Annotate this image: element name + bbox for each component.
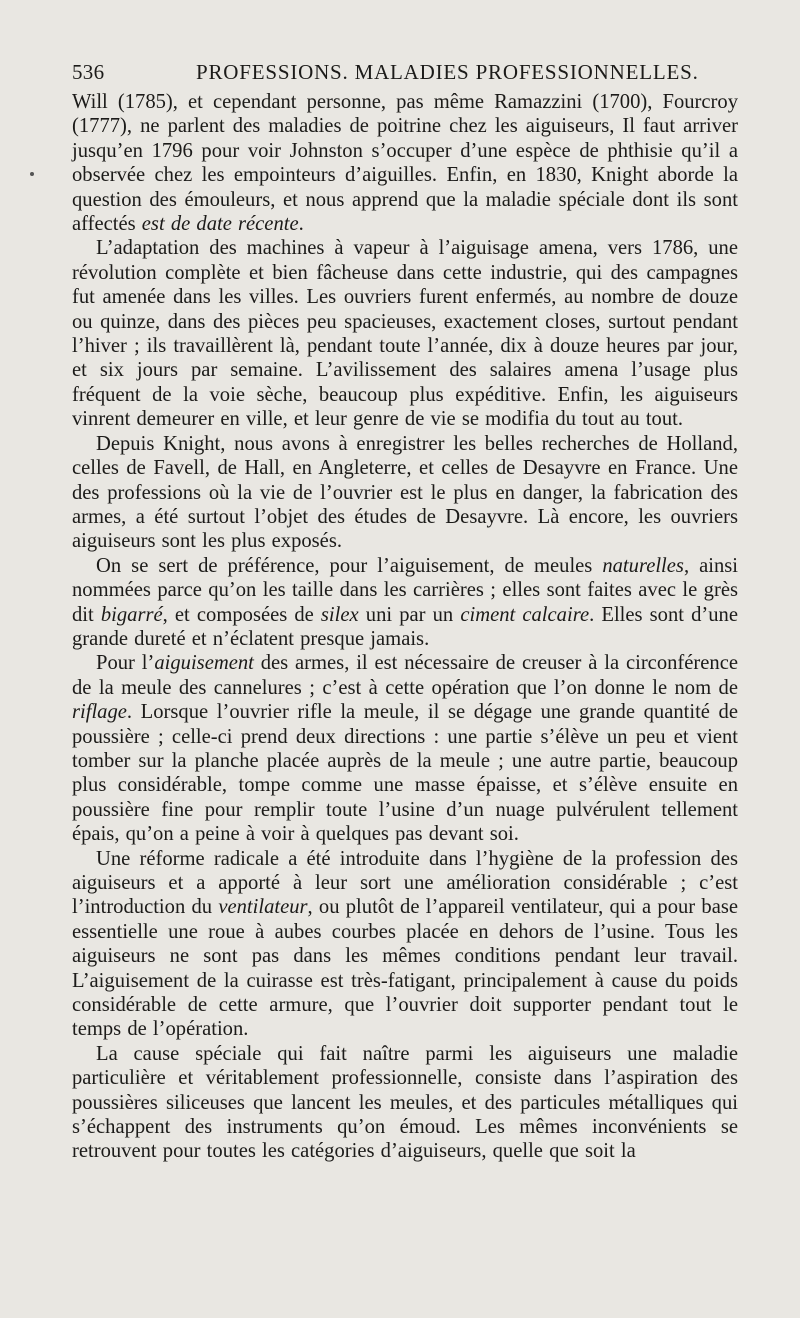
running-title: PROFESSIONS. MALADIES PROFESSIONNELLES.	[196, 60, 699, 84]
text-run: , et composées de	[162, 603, 321, 626]
paragraph	[72, 1042, 738, 1164]
text-run: Will (1785), et cependant personne, pas même Ramazzini (1700), Fourcroy (1777), ne parlent des maladies de poitrine chez les aiguiseurs, Il faut arriver jusqu’en 1796 pour voir Johnston s’occuper d’une espèce de phthisie qu’il a observée chez les empointeurs d’aiguilles. Enfin, en 1830, Knight aborde la question des émouleurs, et nous apprend que la maladie spéciale dont ils sont affectés	[72, 91, 738, 236]
page-header	[72, 58, 738, 90]
italic-text: aiguisement	[154, 652, 254, 675]
text-run: uni par un	[358, 603, 461, 626]
text-run: , ainsi nommées parce qu’on les taille dans les carrières ; elles sont faites avec le grès dit	[72, 554, 738, 626]
text-run: des armes, il est nécessaire de creuser à la circonférence de la meule des cannelures ; c’est à cette opération que l’on donne le nom de	[72, 652, 738, 699]
text-run: La cause spéciale qui fait naître parmi les aiguiseurs une maladie particulière et véritablement professionnelle, consiste dans l’aspiration des poussières siliceuses que lancent les meules, et des particules métalliques qui s’échappent des instruments qu’on émoud. Les mêmes inconvénients se retrouvent pour toutes les catégories d’aiguiseurs, quelle que soit la	[72, 1042, 738, 1163]
paragraph	[72, 432, 738, 554]
text-run: . Lorsque l’ouvrier rifle la meule, il se dégage une grande quantité de poussière ; celle-ci prend deux directions : une partie s’élève un peu et vient tomber sur la planche placée auprès de la meule ; une autre partie, beaucoup plus considérable, tompe comme une masse épaisse, et s’élève ensuite en poussière fine pour remplir toute l’usine d’un nuage pulvérulent tellement épais, qu’on a peine à voir à quelques pas devant soi.	[72, 701, 738, 846]
italic-text: naturelles	[602, 554, 684, 577]
text-run: , ou plutôt de l’appareil ventilateur, qui a pour base essentielle une roue à aubes courbes placée en dehors de l’usine. Tous les aiguiseurs ne sont pas dans les mêmes conditions pendant leur travail. L’aiguisement de la cuirasse est très-fatigant, principalement à cause du poids considérable de cette armure, que l’ouvrier doit supporter pendant tout le temps de l’opération.	[72, 896, 738, 1041]
italic-text: ventilateur	[218, 896, 308, 919]
italic-text: bigarré	[100, 603, 163, 626]
text-run: Depuis Knight, nous avons à enregistrer les belles recherches de Holland, celles de Favell, de Hall, en Angleterre, et celles de Desayvre en France. Une des professions où la vie de l’ouvrier est le plus en danger, la fabrication des armes, a été surtout l’objet des études de Desayvre. Là encore, les ouvriers aiguiseurs sont les plus exposés.	[72, 432, 738, 553]
text-run: Une réforme radicale a été introduite dans l’hygiène de la profession des aiguiseurs et a apporté à leur sort une amélioration considérable ; c’est l’introduction du	[72, 847, 738, 919]
paragraph	[72, 236, 738, 431]
italic-text: ciment calcaire	[460, 603, 590, 626]
text-run: L’adaptation des machines à vapeur à l’aiguisage amena, vers 1786, une révolution complète et bien fâcheuse dans cette industrie, qui des campagnes fut amenée dans les villes. Les ouvriers furent enfermés, au nombre de douze ou quinze, dans des pièces peu spacieuses, exactement closes, surtout pendant l’hiver ; ils travaillèrent là, pendant toute l’année, dix à douze heures par jour, et six jours par semaine. L’avilissement des salaires amena l’usage plus fréquent de la voie sèche, beaucoup plus expéditive. Enfin, les aiguiseurs vinrent demeurer en ville, et leur genre de vie se modifia du tout au tout.	[72, 237, 738, 431]
paragraph	[72, 90, 738, 236]
margin-mark	[30, 172, 34, 176]
text-run: On se sert de préférence, pour l’aiguisement, de meules	[96, 554, 603, 577]
text-run: .	[298, 213, 304, 236]
paragraph	[72, 847, 738, 1042]
italic-text: est de date récente	[141, 213, 299, 236]
paragraph	[72, 554, 738, 652]
page-number: 536	[72, 60, 105, 84]
italic-text: riflage	[72, 701, 127, 724]
text-run: . Elles sont d’une grande dureté et n’éclatent presque jamais.	[72, 603, 738, 650]
paragraph	[72, 651, 738, 846]
italic-text: silex	[320, 603, 359, 626]
text-run: Pour l’	[96, 652, 155, 675]
body-text	[72, 90, 738, 1164]
